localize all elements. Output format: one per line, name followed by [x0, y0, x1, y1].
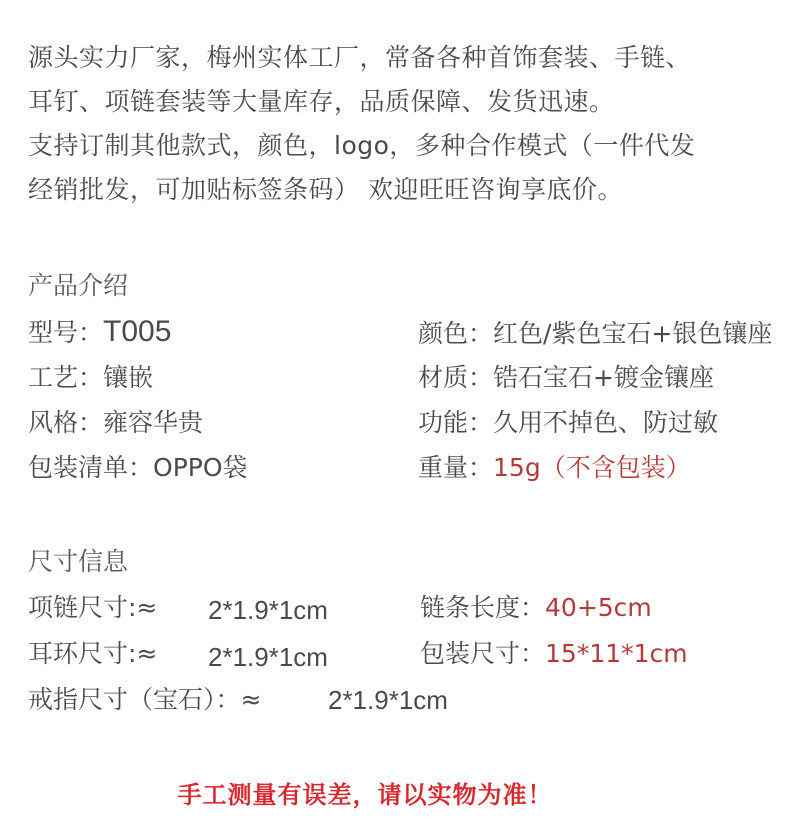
weight-row: [418, 452, 691, 484]
ring-size-row: [28, 684, 261, 716]
function-value: 久用不掉色、防过敏: [493, 408, 719, 437]
material-value: 锆石宝石+镀金镶座: [493, 363, 714, 392]
style-label: 风格：: [28, 408, 104, 437]
product-heading: 产品介绍: [28, 271, 129, 300]
earring-size-label: 耳环尺寸:≈: [28, 639, 158, 668]
package-label: 包装清单：: [28, 453, 154, 482]
ring-size-label: 戒指尺寸（宝石）：≈: [28, 685, 262, 714]
intro-paragraph: [28, 36, 788, 212]
model-value: T005: [103, 315, 172, 348]
material-label: 材质：: [418, 363, 494, 392]
necklace-size-label: 项链尺寸:≈: [28, 593, 158, 622]
package-value: OPPO袋: [153, 453, 248, 482]
intro-line: 支持订制其他款式，颜色，logo，多种合作模式（一件代发: [28, 131, 696, 160]
style-row: [28, 407, 203, 439]
function-label: 功能：: [418, 408, 494, 437]
color-label: 颜色：: [418, 319, 494, 348]
craft-value: 镶嵌: [103, 363, 154, 392]
chain-length-row: [420, 592, 652, 624]
chain-length-value: 40+5cm: [545, 593, 652, 622]
color-value: 红色/紫色宝石+银色镶座: [493, 319, 773, 348]
chain-length-label: 链条长度：: [420, 593, 546, 622]
earring-size-value: 2*1.9*1cm: [208, 642, 328, 672]
size-heading: 尺寸信息: [28, 547, 129, 576]
intro-line: 耳钉、项链套装等大量库存，品质保障、发货迅速。: [28, 87, 615, 116]
color-row: [418, 318, 772, 350]
style-value: 雍容华贵: [103, 408, 204, 437]
ring-size-value: 2*1.9*1cm: [328, 685, 448, 715]
package-size-label: 包装尺寸：: [420, 639, 546, 668]
model-label: 型号：: [28, 318, 104, 347]
function-row: [418, 407, 718, 439]
weight-label: 重量：: [418, 453, 494, 482]
necklace-size-row: [28, 592, 157, 624]
necklace-size-value: 2*1.9*1cm: [208, 595, 328, 625]
craft-label: 工艺：: [28, 363, 104, 392]
earring-size-row: [28, 638, 157, 670]
intro-line: 源头实力厂家，梅州实体工厂，常备各种首饰套装、手链、: [28, 43, 692, 72]
material-row: [418, 362, 714, 394]
intro-line: 经销批发，可加贴标签条码） 欢迎旺旺咨询享底价。: [28, 175, 623, 204]
weight-value: 15g（不含包装）: [493, 453, 691, 482]
package-size-row: [420, 638, 688, 670]
model-row: [28, 316, 171, 349]
package-size-value: 15*11*1cm: [545, 639, 688, 668]
measurement-note: 手工测量有误差，请以实物为准！: [177, 781, 553, 809]
craft-row: [28, 362, 153, 394]
package-row: [28, 452, 248, 484]
